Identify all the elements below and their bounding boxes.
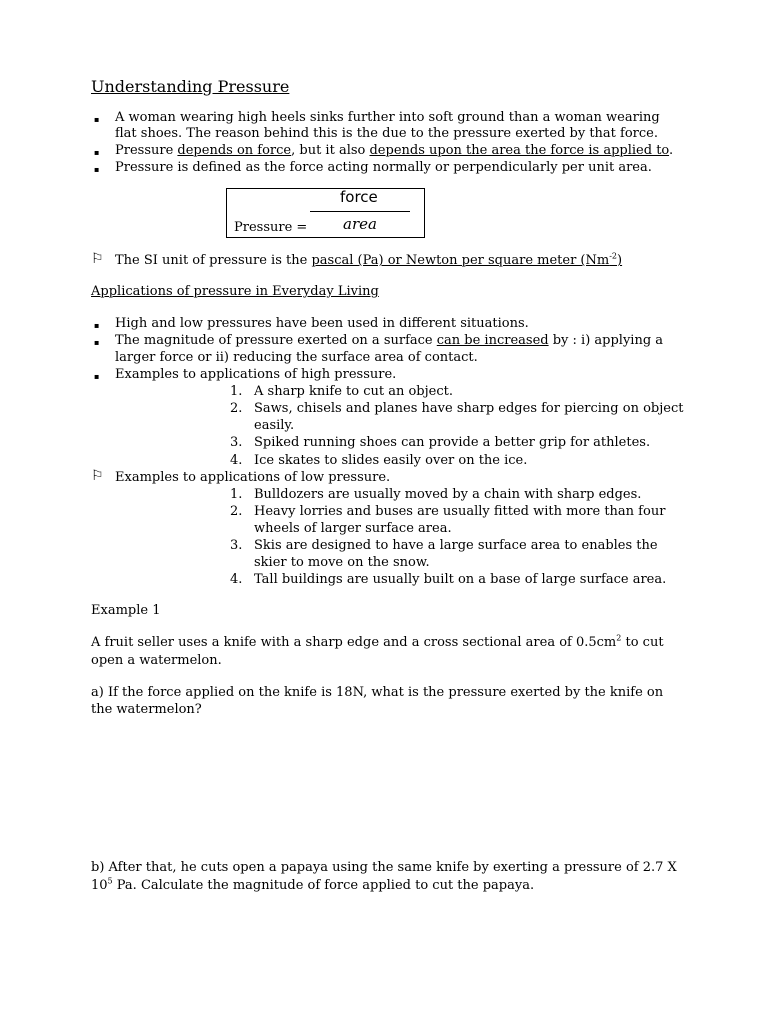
bullet-text: Pressure depends on force, but it also depends upon the area the force is applied to. [115,143,674,158]
question-a: the watermelon? [91,702,202,717]
formula-label: Pressure = [234,220,308,235]
section-heading: Applications of pressure in Everyday Living [91,284,379,299]
formula-numerator: force [340,188,378,206]
list-number: 3. [230,435,243,450]
question-b: $10^5$ Pa. Calculate the magnitude of force applied to cut the papaya. [91,876,535,893]
example-text: A fruit seller uses a knife with a sharp edge and a cross sectional area of $0.5cm^2$ to cut [91,633,664,650]
list-item: Tall buildings are usually built on a base of large surface area. [254,572,667,587]
formula-denominator: area [343,215,377,233]
list-number: 4. [230,572,243,587]
bullet-marker: ▪ [94,115,100,124]
list-item: A sharp knife to cut an object. [254,384,453,399]
list-number: 2. [230,504,243,519]
example-title: Example 1 [91,603,161,618]
list-item: Skis are designed to have a large surface area to enables the [254,538,658,553]
bullet-text: The magnitude of pressure exerted on a surface can be increased by : i) applying a [115,333,664,348]
bullet-text: Pressure is defined as the force acting normally or perpendicularly per unit area. [115,160,652,175]
bullet-text: High and low pressures have been used in different situations. [115,316,529,331]
list-item: easily. [254,418,295,433]
bullet-marker: ▪ [94,148,100,157]
list-item: skier to move on the snow. [254,555,430,570]
list-item: Spiked running shoes can provide a better grip for athletes. [254,435,651,450]
list-item: Bulldozers are usually moved by a chain with sharp edges. [254,487,642,502]
list-number: 3. [230,538,243,553]
flag-icon: ⚐ [91,251,104,267]
list-item: Heavy lorries and buses are usually fitted with more than four [254,504,666,519]
bullet-text: A woman wearing high heels sinks further into soft ground than a woman wearing [115,110,660,125]
bullet-text: larger force or ii) reducing the surface area of contact. [115,350,478,365]
low-pressure-intro: Examples to applications of low pressure. [115,470,391,485]
list-number: 1. [230,384,243,399]
page-title: Understanding Pressure [91,77,290,96]
list-item: wheels of larger surface area. [254,521,452,536]
bullet-marker: ▪ [94,372,100,381]
flag-icon: ⚐ [91,468,104,484]
list-item: Ice skates to slides easily over on the ice. [254,453,528,468]
list-number: 2. [230,401,243,416]
bullet-text: Examples to applications of high pressure. [115,367,397,382]
example-text: open a watermelon. [91,653,222,668]
bullet-marker: ▪ [94,165,100,174]
bullet-marker: ▪ [94,321,100,330]
fraction-line [310,211,410,212]
list-number: 4. [230,453,243,468]
bullet-marker: ▪ [94,338,100,347]
list-number: 1. [230,487,243,502]
question-b: b) After that, he cuts open a papaya using the same knife by exerting a pressure of 2.7 X [91,860,677,875]
list-item: Saws, chisels and planes have sharp edges for piercing on object [254,401,684,416]
question-a: a) If the force applied on the knife is 18N, what is the pressure exerted by the knife on [91,685,664,700]
si-unit-text: The SI unit of pressure is the pascal (Pa) or Newton per square meter $(Nm^{-2})$ [115,251,623,268]
bullet-text: flat shoes. The reason behind this is the due to the pressure exerted by that force. [115,126,658,141]
